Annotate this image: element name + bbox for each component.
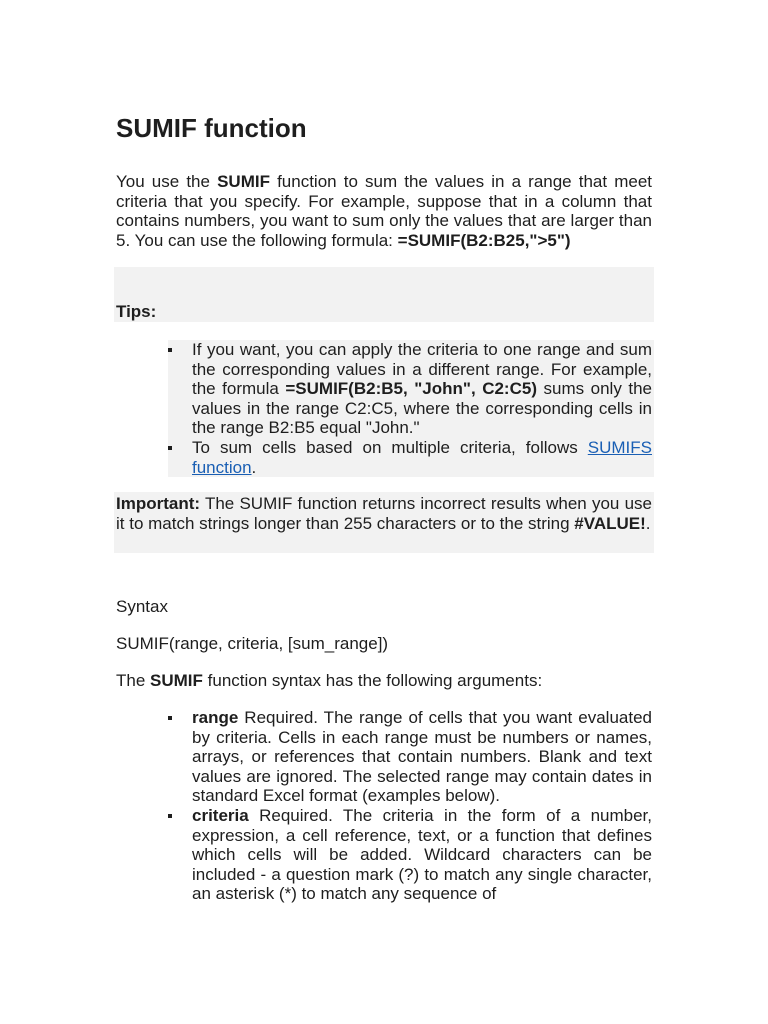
sumifs-function-link[interactable]: SUMIFS function (192, 437, 652, 477)
important-text-2: . (645, 513, 651, 533)
intro-function-name: SUMIF (217, 172, 270, 191)
value-error-string: #VALUE! (574, 513, 646, 533)
tips-list-item (192, 340, 652, 438)
args-intro-text-2: function syntax has the following arguments: (202, 671, 543, 690)
argument-description: Required. The range of cells that you want evaluated by criteria. Cells in each range must be numbers or names, arrays, or references that contain numbers. Blank and text values are ignored. The selected range may contain dates in standard Excel format (examples below). (192, 708, 652, 806)
intro-text-1: You use the (116, 172, 218, 191)
bullet-icon (168, 814, 172, 818)
syntax-formula: SUMIF(range, criteria, [sum_range]) (116, 634, 389, 653)
argument-item-criteria (192, 806, 652, 904)
arguments-list (192, 708, 652, 904)
argument-item-range (192, 708, 652, 806)
page-title: SUMIF function (116, 113, 307, 143)
syntax-heading: Syntax (116, 597, 168, 616)
bullet-icon (168, 348, 172, 352)
bullet-icon (168, 446, 172, 450)
argument-name: criteria (192, 805, 249, 825)
args-intro-function-name: SUMIF (150, 671, 203, 690)
tips-header-background (114, 267, 654, 322)
bullet-icon (168, 716, 172, 720)
important-label: Important: (116, 494, 201, 513)
tip1-formula: =SUMIF(B2:B5, "John", C2:C5) (285, 379, 537, 399)
argument-description: Required. The criteria in the form of a number, expression, a cell reference, text, or a function that defines which cells will be added. Wildcard characters can be included - a question mark (?) to match any single character, an asterisk (*) to match any sequence of (192, 805, 652, 904)
intro-text-2: function to sum the values in a range that meet criteria that you specify. For example, suppose that in a column that contains numbers, you want to sum only the values that are larger than 5. You can use the following formula: (116, 172, 653, 250)
args-intro-text-1: The (116, 671, 151, 690)
intro-formula: =SUMIF(B2:B25,">5") (397, 230, 571, 250)
arguments-intro (116, 671, 542, 691)
tips-list (192, 340, 652, 477)
important-paragraph (116, 494, 652, 533)
tip1-text-2: sums only the values in the range C2:C5, where the corresponding cells in the range B2:B5 equal "John." (192, 379, 652, 438)
important-text-1: The SUMIF function returns incorrect results when you use it to match strings longer than 255 characters or to the string (116, 494, 652, 533)
tip1-text-1: If you want, you can apply the criteria to one range and sum the corresponding values in a different range. For example, the formula (192, 340, 652, 399)
argument-name: range (192, 708, 239, 727)
tip2-text-1: To sum cells based on multiple criteria, follows (192, 437, 588, 457)
intro-paragraph (116, 172, 652, 250)
tips-list-item (192, 438, 652, 477)
tip2-text-2: . (251, 457, 257, 477)
tips-heading: Tips: (116, 302, 157, 321)
